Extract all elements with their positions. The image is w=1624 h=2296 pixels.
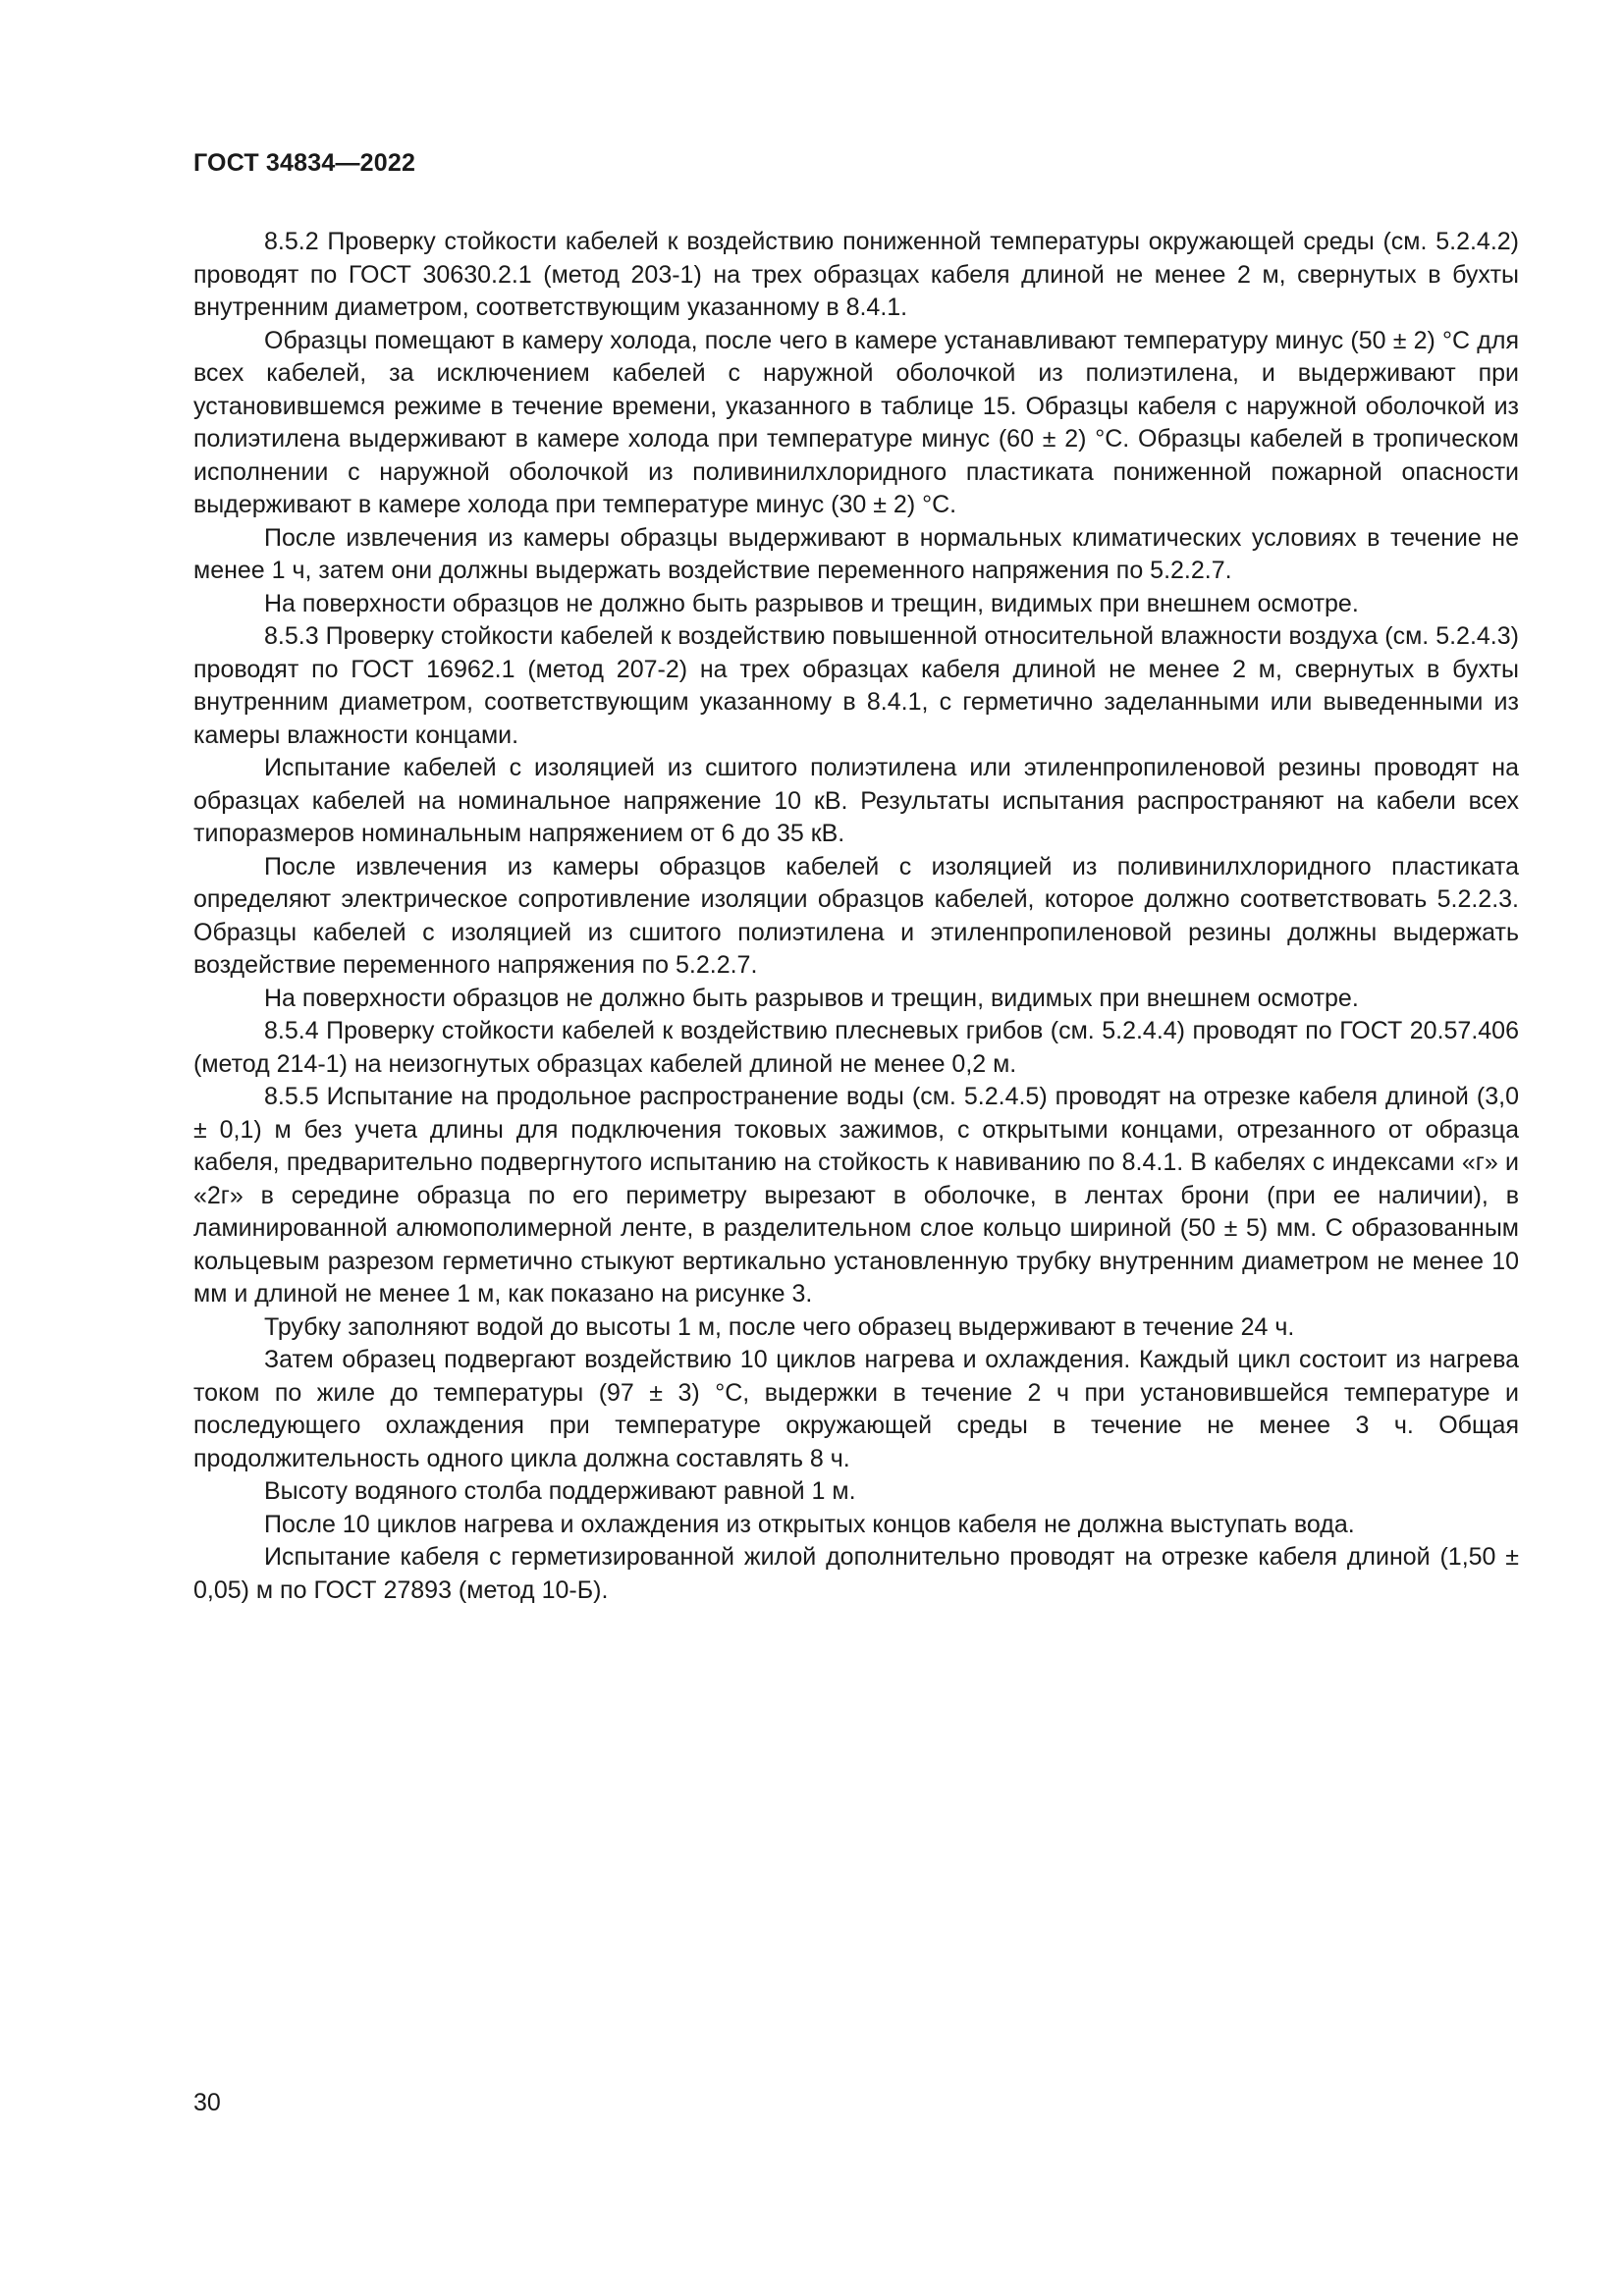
paragraph-heating-cycles: Затем образец подвергают воздействию 10 циклов нагрева и охлаждения. Каждый цикл состоит из нагрева током по жиле до температуры (97 ± 3) °С, выдержки в течение 2 ч при установившейся температуре и последующего охлаждения при температуре окружающей среды в течение не менее 3 ч. Общая продолжительность одного цикла должна составлять 8 ч. [193, 1346, 1519, 1472]
paragraph-8-5-5: 8.5.5 Испытание на продольное распространение воды (см. 5.2.4.5) проводят на отрезке кабеля длиной (3,0 ± 0,1) м без учета длины для подключения токовых зажимов, с открытыми концами, отрезанного от образца кабеля, предварительно подвергнутого испытанию на стойкость к навиванию по 8.4.1. В кабелях с индексами «г» и «2г» в середине образца по его периметру вырезают в оболочке, в лентах брони (при ее наличии), в ламинированной алюмополимерной ленте, в разделительном слое кольцо шириной (50 ± 5) мм. С образованным кольцевым разрезом герметично стыкуют вертикально установленную трубку внутренним диаметром не менее 10 мм и длиной не менее 1 м, как показано на рисунке 3. [193, 1083, 1519, 1308]
paragraph-8-5-3: 8.5.3 Проверку стойкости кабелей к воздействию повышенной относительной влажности воздуха (см. 5.2.4.3) проводят по ГОСТ 16962.1 (метод 207-2) на трех образцах кабеля длиной не менее 2 м, свернутых в бухты внутренним диаметром, соответствующим указанному в 8.4.1, с герметично заделанными или выведенными из камеры влажности концами. [193, 622, 1519, 749]
paragraph-8-5-4: 8.5.4 Проверку стойкости кабелей к воздействию плесневых грибов (см. 5.2.4.4) проводят по ГОСТ 20.57.406 (метод 214-1) на неизогнутых образцах кабелей длиной не менее 0,2 м. [193, 1017, 1519, 1078]
paragraph-no-cracks-2: На поверхности образцов не должно быть разрывов и трещин, видимых при внешнем осмотре. [264, 984, 1359, 1012]
paragraph-after-extraction-cold: После извлечения из камеры образцы выдерживают в нормальных климатических условиях в течение не менее 1 ч, затем они должны выдержать воздействие переменного напряжения по 5.2.2.7. [193, 523, 1519, 584]
document-body [193, 226, 1519, 1607]
paragraph-sealed-conductor: Испытание кабеля с герметизированной жилой дополнительно проводят на отрезке кабеля длиной (1,50 ± 0,05) м по ГОСТ 27893 (метод 10-Б). [193, 1543, 1519, 1604]
paragraph-cold-chamber: Образцы помещают в камеру холода, после чего в камере устанавливают температуру минус (50 ± 2) °С для всех кабелей, за исключением кабелей с наружной оболочкой из полиэтилена, и выдерживают при установившемся режиме в течение времени, указанного в таблице 15. Образцы кабеля с наружной оболочкой из полиэтилена выдерживают в камере холода при температуре минус (60 ± 2) °С. Образцы кабелей в тропическом исполнении с наружной оболочкой из поливинилхлоридного пластиката пониженной пожарной опасности выдерживают в камере холода при температуре минус (30 ± 2) °С. [193, 326, 1519, 518]
paragraph-no-water: После 10 циклов нагрева и охлаждения из открытых концов кабеля не должна выступать вода. [264, 1510, 1355, 1538]
paragraph-8-5-2: 8.5.2 Проверку стойкости кабелей к воздействию пониженной температуры окружающей среды (см. 5.2.4.2) проводят по ГОСТ 30630.2.1 (метод 203-1) на трех образцах кабеля длиной не менее 2 м, свернутых в бухты внутренним диаметром, соответствующим указанному в 8.4.1. [193, 228, 1519, 321]
paragraph-xlpe-test: Испытание кабелей с изоляцией из сшитого полиэтилена или этиленпропиленовой резины проводят на образцах кабелей на номинальное напряжение 10 кВ. Результаты испытания распространяют на кабели всех типоразмеров номинальным напряжением от 6 до 35 кВ. [193, 754, 1519, 847]
paragraph-after-extraction-humidity: После извлечения из камеры образцов кабелей с изоляцией из поливинилхлоридного пластиката определяют электрическое сопротивление изоляции образцов кабелей, которое должно соответствовать 5.2.2.3. Образцы кабелей с изоляцией из сшитого полиэтилена и этиленпропиленовой резины должны выдержать воздействие переменного напряжения по 5.2.2.7. [193, 852, 1519, 979]
page-number: 30 [193, 2089, 221, 2116]
paragraph-water-column: Высоту водяного столба поддерживают равной 1 м. [264, 1477, 856, 1505]
paragraph-fill-tube: Трубку заполняют водой до высоты 1 м, после чего образец выдерживают в течение 24 ч. [264, 1312, 1295, 1341]
paragraph-no-cracks-1: На поверхности образцов не должно быть разрывов и трещин, видимых при внешнем осмотре. [264, 589, 1359, 617]
page-header-standard-id: ГОСТ 34834—2022 [193, 149, 416, 177]
